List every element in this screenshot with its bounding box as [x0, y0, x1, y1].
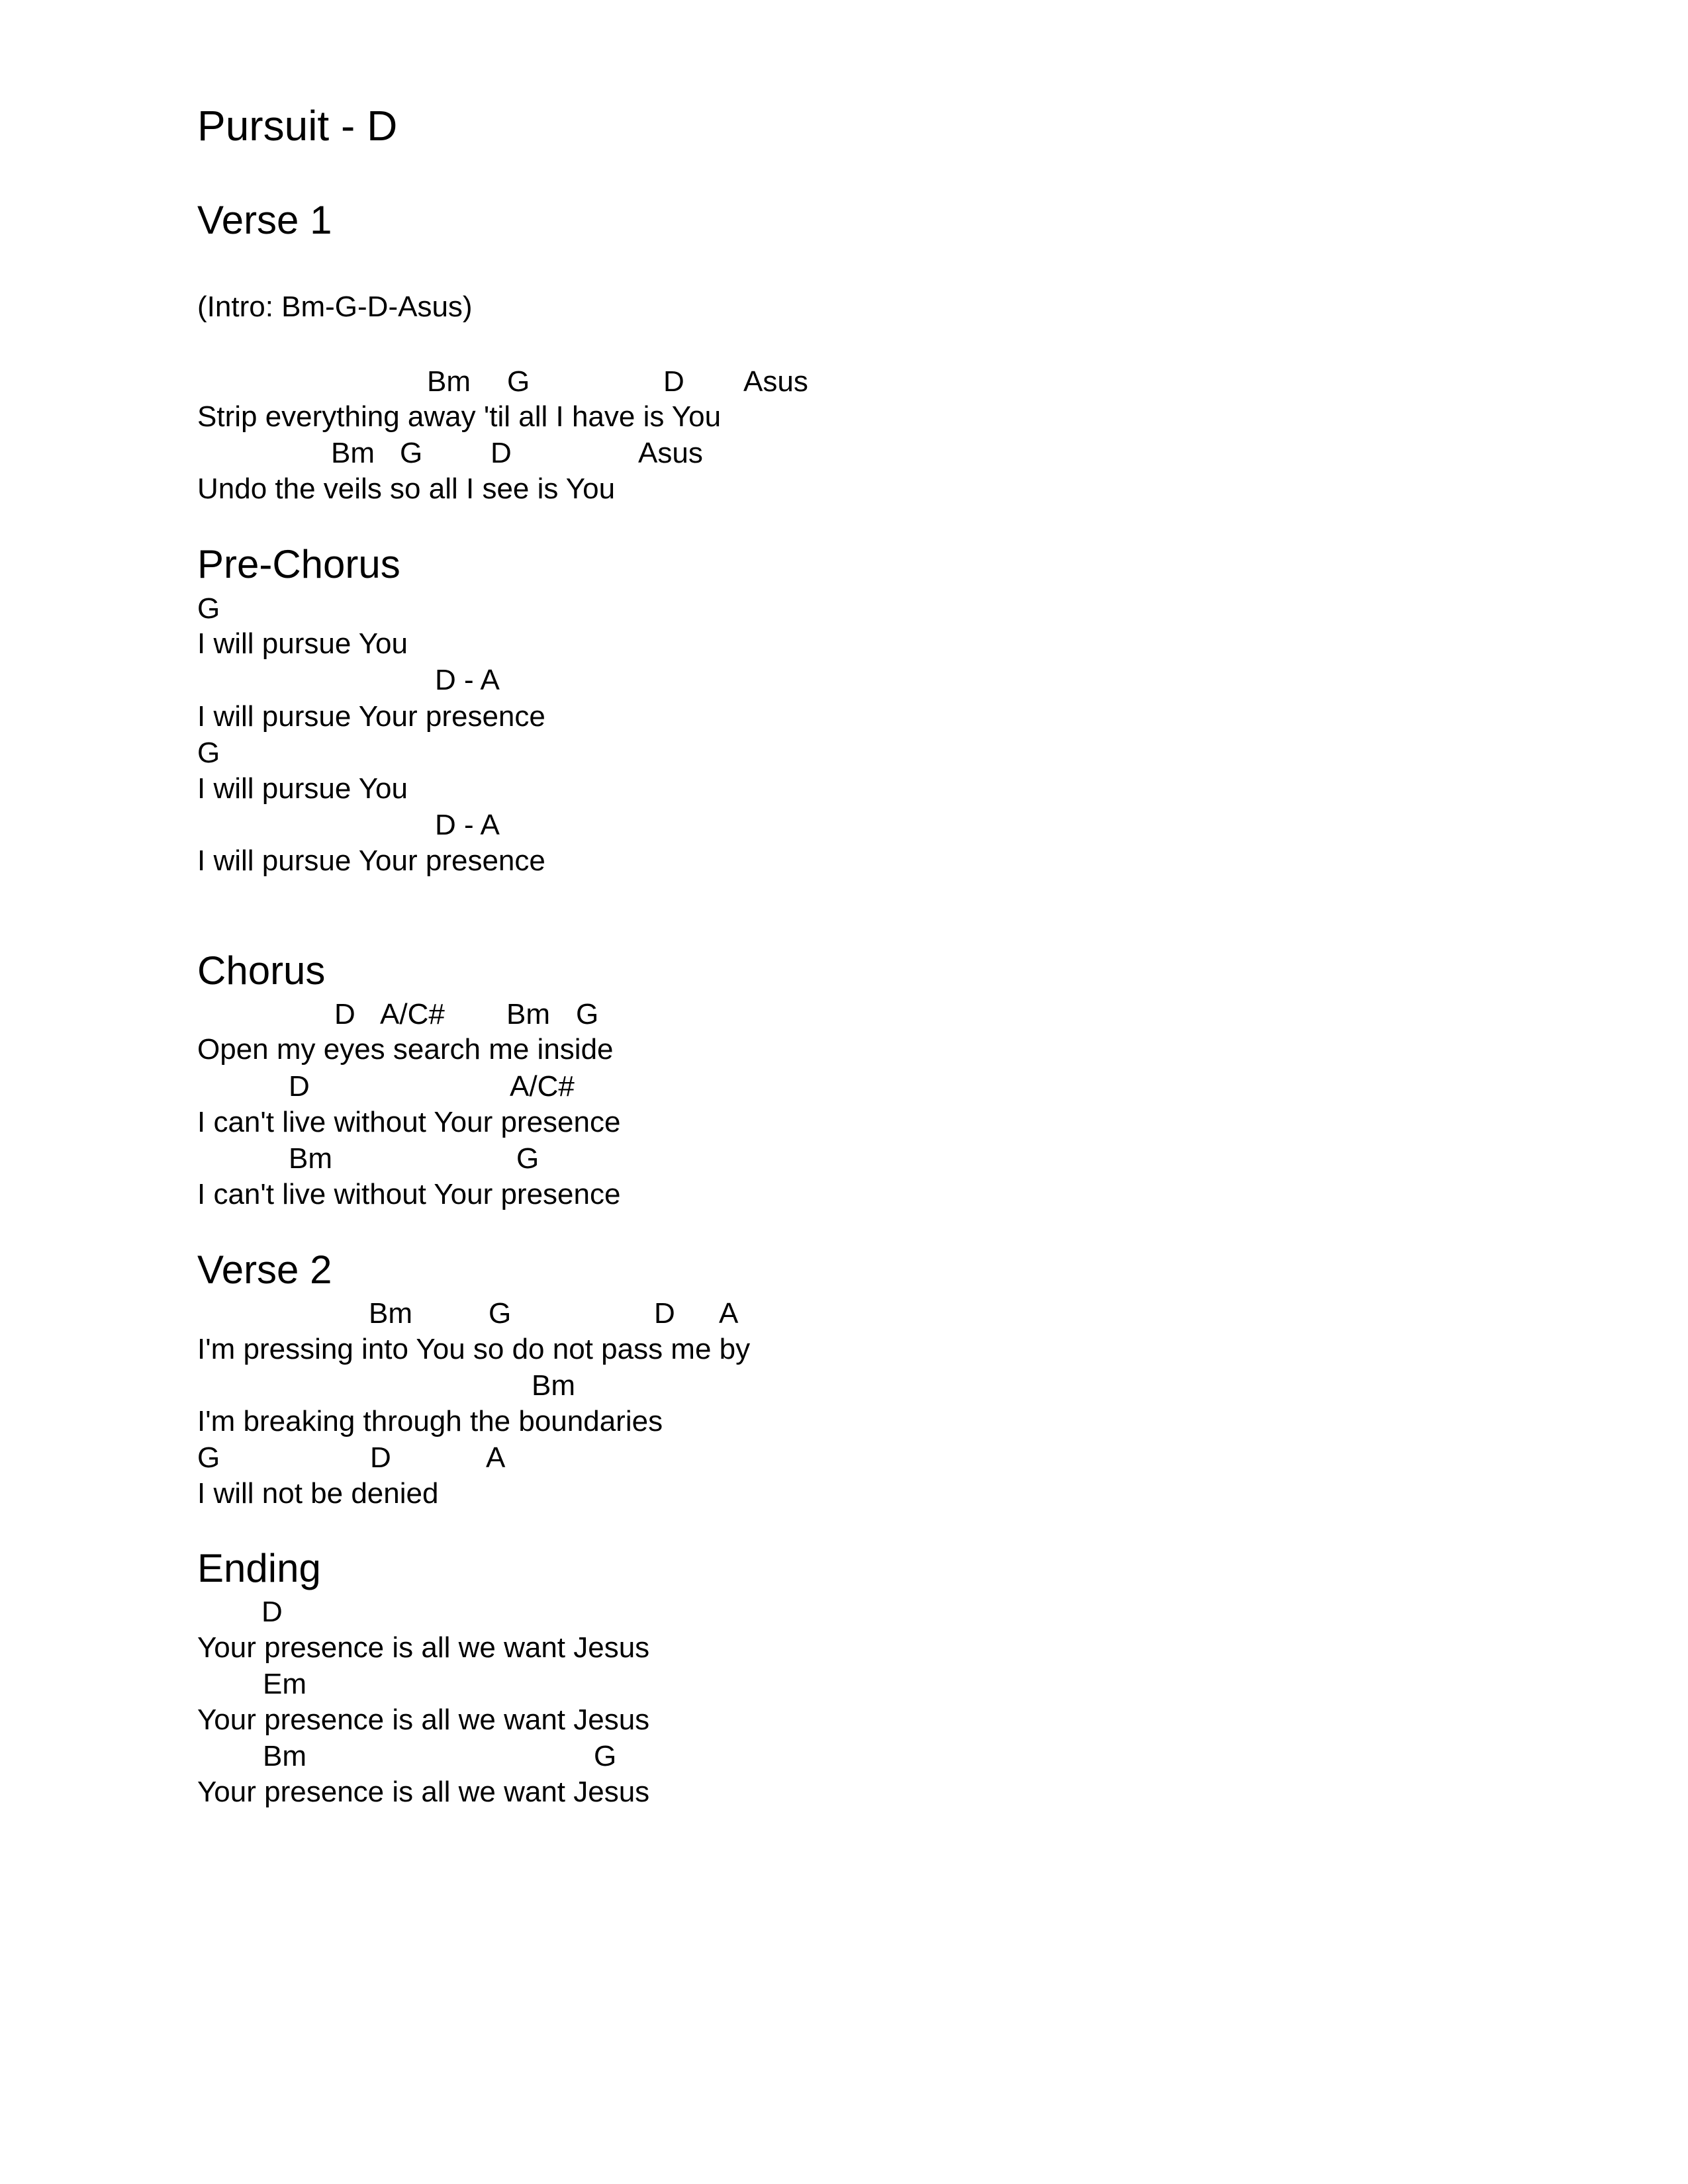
chord: Em — [263, 1668, 306, 1700]
lyric-line: Strip everything away 'til all I have is You — [197, 400, 722, 433]
chord: A/C# — [380, 998, 445, 1030]
chord: G — [594, 1740, 617, 1772]
chord: G — [400, 437, 423, 469]
chord: D - A — [435, 664, 500, 696]
chord: D — [654, 1297, 675, 1330]
chord: G — [197, 592, 220, 625]
chord: Bm — [331, 437, 375, 469]
chord: D — [289, 1070, 310, 1103]
lyric-line: I can't live without Your presence — [197, 1178, 621, 1210]
lyric-line: I will pursue You — [197, 772, 408, 805]
chord: Asus — [638, 437, 703, 469]
song-title: Pursuit - D — [197, 102, 398, 150]
lyric-line: I'm breaking through the boundaries — [197, 1405, 663, 1437]
chord: G — [516, 1142, 539, 1175]
chord: Bm — [369, 1297, 412, 1330]
chord: A — [486, 1441, 506, 1474]
lyric-line: Your presence is all we want Jesus — [197, 1776, 650, 1808]
chord: D — [663, 365, 684, 398]
lyric-line: I will pursue Your presence — [197, 700, 545, 733]
intro-note: (Intro: Bm-G-D-Asus) — [197, 291, 473, 323]
chord: G — [507, 365, 530, 398]
chord: Bm — [506, 998, 550, 1030]
lyric-line: I will pursue You — [197, 627, 408, 660]
chord: G — [197, 737, 220, 769]
chord: G — [576, 998, 599, 1030]
section-heading-pre-chorus: Pre-Chorus — [197, 542, 400, 586]
chord: Bm — [532, 1369, 575, 1402]
section-heading-verse-2: Verse 2 — [197, 1248, 332, 1292]
chord: Bm — [263, 1740, 306, 1772]
lyric-line: Undo the veils so all I see is You — [197, 473, 616, 505]
lyric-line: I'm pressing into You so do not pass me by — [197, 1333, 751, 1365]
section-heading-verse-1: Verse 1 — [197, 198, 332, 242]
chord: D — [370, 1441, 391, 1474]
chord: Asus — [743, 365, 808, 398]
lyric-line: Your presence is all we want Jesus — [197, 1704, 650, 1736]
chord: Bm — [427, 365, 471, 398]
section-heading-chorus: Chorus — [197, 948, 326, 993]
chord: G — [489, 1297, 512, 1330]
chord: A — [719, 1297, 739, 1330]
chord: Bm — [289, 1142, 332, 1175]
lyric-line: I will pursue Your presence — [197, 844, 545, 877]
chord: D - A — [435, 809, 500, 841]
lyric-line: Open my eyes search me inside — [197, 1033, 614, 1066]
chord: D — [491, 437, 512, 469]
chord: D — [261, 1596, 283, 1628]
chord: A/C# — [510, 1070, 575, 1103]
section-heading-ending: Ending — [197, 1546, 321, 1590]
chord: G — [197, 1441, 220, 1474]
lyric-line: I will not be denied — [197, 1477, 439, 1510]
chord: D — [334, 998, 355, 1030]
lyric-line: I can't live without Your presence — [197, 1106, 621, 1138]
lyric-line: Your presence is all we want Jesus — [197, 1631, 650, 1664]
